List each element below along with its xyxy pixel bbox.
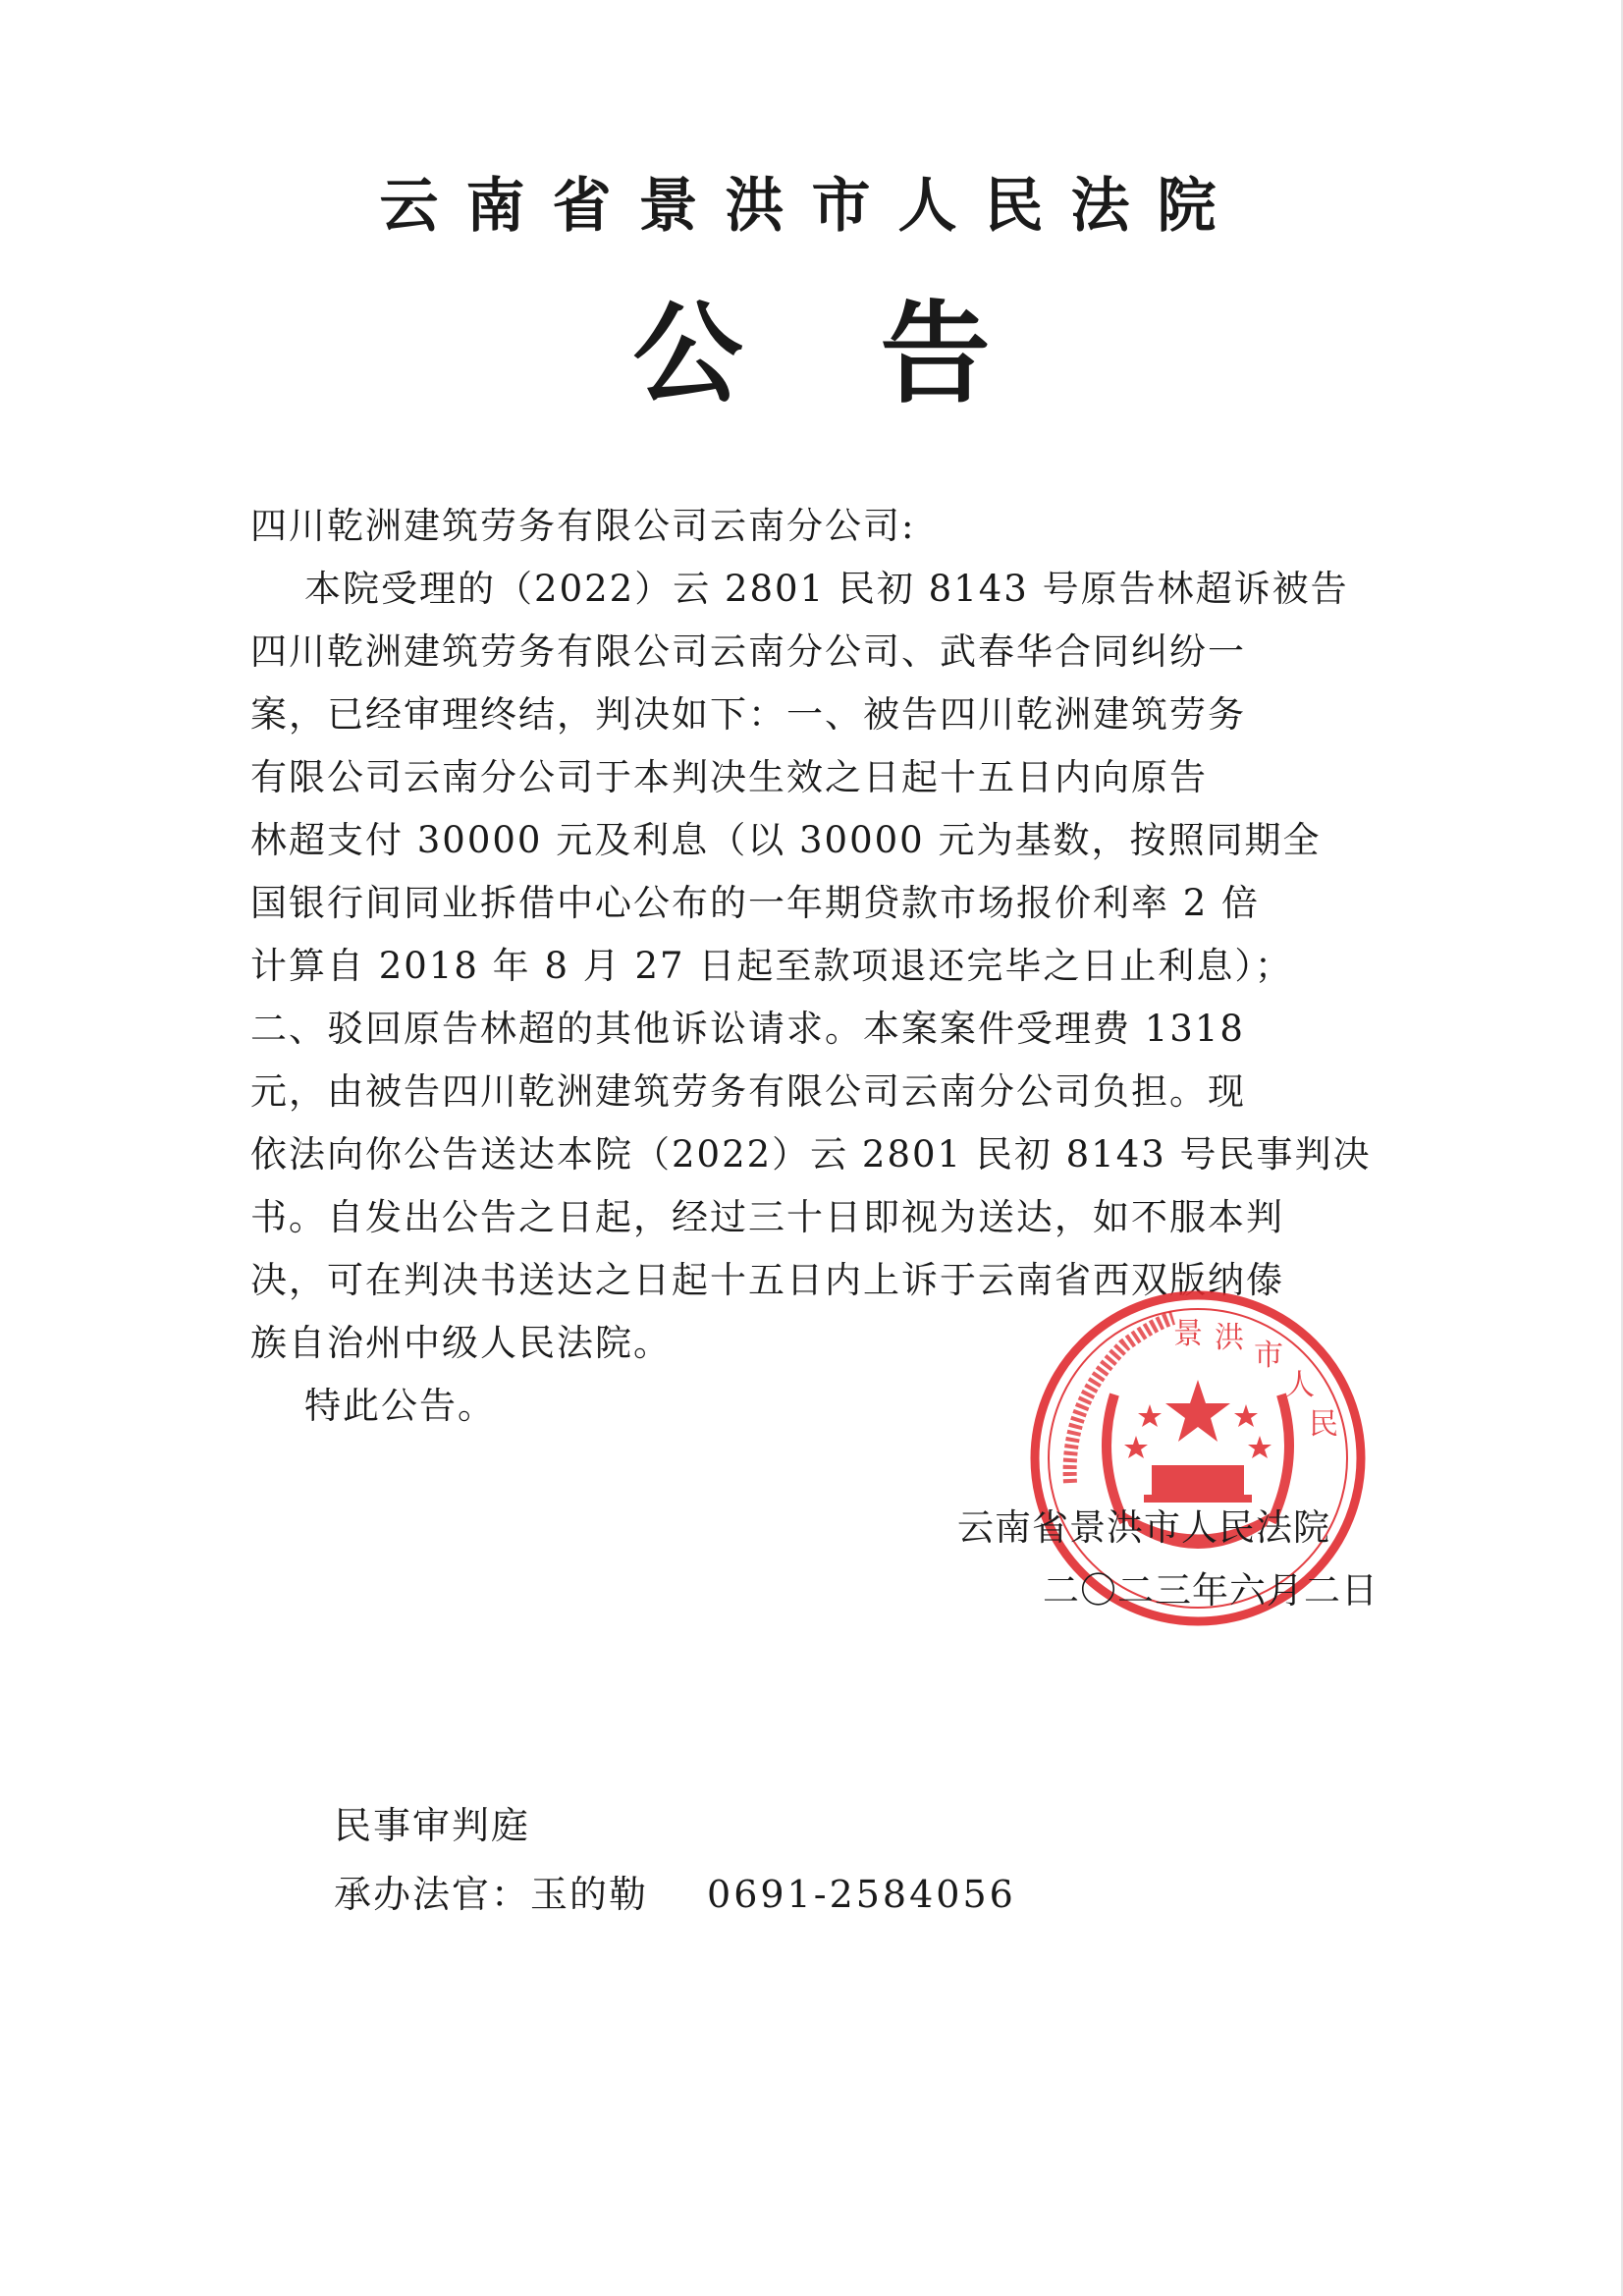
body-line: 有限公司云南分公司于本判决生效之日起十五日内向原告	[250, 756, 1208, 798]
footer-judge	[334, 1873, 1016, 1916]
court-name-heading: 云南省景洪市人民法院	[379, 172, 1244, 241]
body-line: 本院受理的（2022）云 2801 民初 8143 号原告林超诉被告	[250, 568, 1349, 610]
body-line: 林超支付 30000 元及利息（以 30000 元为基数，按照同期全	[250, 819, 1322, 861]
body-line: 四川乾洲建筑劳务有限公司云南分公司、武春华合同纠纷一	[250, 630, 1246, 673]
signature-court: 云南省景洪市人民法院	[957, 1506, 1330, 1549]
body-line: 案，已经审理终结，判决如下：一、被告四川乾洲建筑劳务	[250, 693, 1246, 736]
body-line: 决，可在判决书送达之日起十五日内上诉于云南省西双版纳傣	[250, 1259, 1284, 1301]
body-line: 二、驳回原告林超的其他诉讼请求。本案案件受理费 1318	[250, 1008, 1245, 1050]
svg-text:景: 景	[1173, 1317, 1203, 1351]
body-line: 元，由被告四川乾洲建筑劳务有限公司云南分公司负担。现	[250, 1070, 1246, 1113]
phone-number: 0691-2584056	[707, 1873, 1016, 1916]
judge-name: 玉的勒	[530, 1873, 649, 1916]
signature-date: 二〇二三年六月二日	[1043, 1569, 1379, 1612]
body-line: 计算自 2018 年 8 月 27 日起至款项退还完毕之日止利息）；	[250, 945, 1293, 987]
footer-department: 民事审判庭	[334, 1804, 531, 1847]
svg-text:洪: 洪	[1215, 1321, 1244, 1355]
body-line: 族自治州中级人民法院。	[250, 1322, 672, 1364]
body-line: 四川乾洲建筑劳务有限公司云南分公司:	[250, 505, 916, 547]
svg-text:人: 人	[1285, 1368, 1315, 1402]
svg-text:民: 民	[1309, 1407, 1338, 1442]
svg-text:市: 市	[1254, 1339, 1283, 1373]
body-line: 依法向你公告送达本院（2022）云 2801 民初 8143 号民事判决	[250, 1133, 1372, 1175]
document-title: 公告	[632, 290, 1128, 418]
body-line: 国银行间同业拆借中心公布的一年期贷款市场报价利率 2 倍	[250, 882, 1261, 924]
body-line: 书。自发出公告之日起，经过三十日即视为送达，如不服本判	[250, 1196, 1284, 1238]
judge-label: 承办法官：	[334, 1873, 531, 1916]
body-line: 特此公告。	[250, 1385, 497, 1427]
